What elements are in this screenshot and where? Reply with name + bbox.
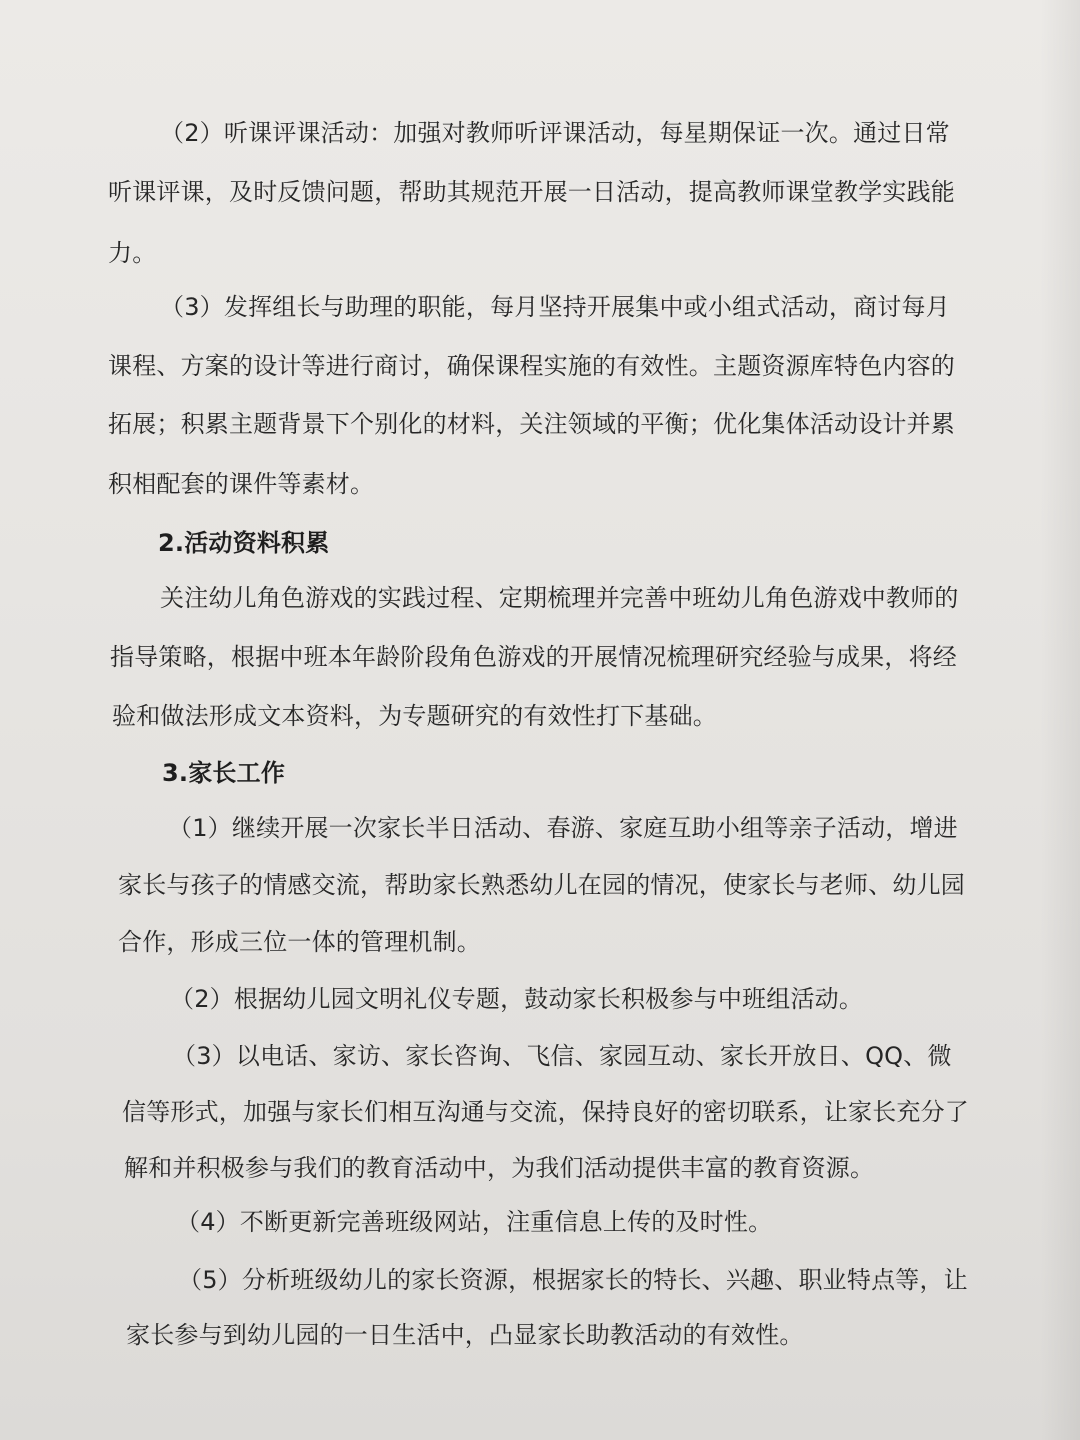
paragraph-line: 验和做法形成文本资料，为专题研究的有效性打下基础。 — [112, 702, 717, 730]
paragraph-line: 关注幼儿角色游戏的实践过程、定期梳理并完善中班幼儿角色游戏中教师的 — [160, 584, 959, 612]
paragraph-line: 力。 — [108, 239, 157, 267]
paragraph-line: （2）根据幼儿园文明礼仪专题，鼓动家长积极参与中班组活动。 — [170, 985, 864, 1013]
paragraph-line: 课程、方案的设计等进行商讨，确保课程实施的有效性。主题资源库特色内容的 — [108, 352, 955, 380]
paragraph-line: （5）分析班级幼儿的家长资源，根据家长的特长、兴趣、职业特点等，让 — [178, 1266, 968, 1294]
paragraph-line: 拓展；积累主题背景下个别化的材料，关注领域的平衡；优化集体活动设计并累 — [108, 410, 955, 438]
paragraph-line: 指导策略，根据中班本年龄阶段角色游戏的开展情况梳理研究经验与成果，将经 — [110, 643, 957, 671]
paragraph-line: 听课评课，及时反馈问题，帮助其规范开展一日活动，提高教师课堂教学实践能 — [108, 178, 955, 206]
paragraph-line: （4）不断更新完善班级网站，注重信息上传的及时性。 — [176, 1208, 773, 1236]
paragraph-line: 合作，形成三位一体的管理机制。 — [118, 928, 481, 956]
paragraph-line: 解和并积极参与我们的教育活动中，为我们活动提供丰富的教育资源。 — [124, 1154, 875, 1182]
paragraph-line: （3）以电话、家访、家长咨询、飞信、家园互动、家长开放日、QQ、微 — [172, 1042, 952, 1070]
paragraph-line: 信等形式，加强与家长们相互沟通与交流，保持良好的密切联系，让家长充分了 — [122, 1098, 969, 1126]
paragraph-line: 积相配套的课件等素材。 — [108, 470, 375, 498]
paragraph-line: 家长与孩子的情感交流，帮助家长熟悉幼儿在园的情况，使家长与老师、幼儿园 — [118, 871, 965, 899]
section-heading: 3.家长工作 — [162, 759, 286, 787]
paragraph-line: （2）听课评课活动：加强对教师听评课活动，每星期保证一次。通过日常 — [160, 119, 950, 147]
section-heading: 2.活动资料积累 — [158, 529, 330, 557]
page-edge-shadow — [1040, 0, 1080, 1440]
paragraph-line: 家长参与到幼儿园的一日生活中，凸显家长助教活动的有效性。 — [126, 1321, 804, 1349]
paragraph-line: （3）发挥组长与助理的职能，每月坚持开展集中或小组式活动，商讨每月 — [160, 293, 950, 321]
paragraph-line: （1）继续开展一次家长半日活动、春游、家庭互助小组等亲子活动，增进 — [168, 814, 958, 842]
